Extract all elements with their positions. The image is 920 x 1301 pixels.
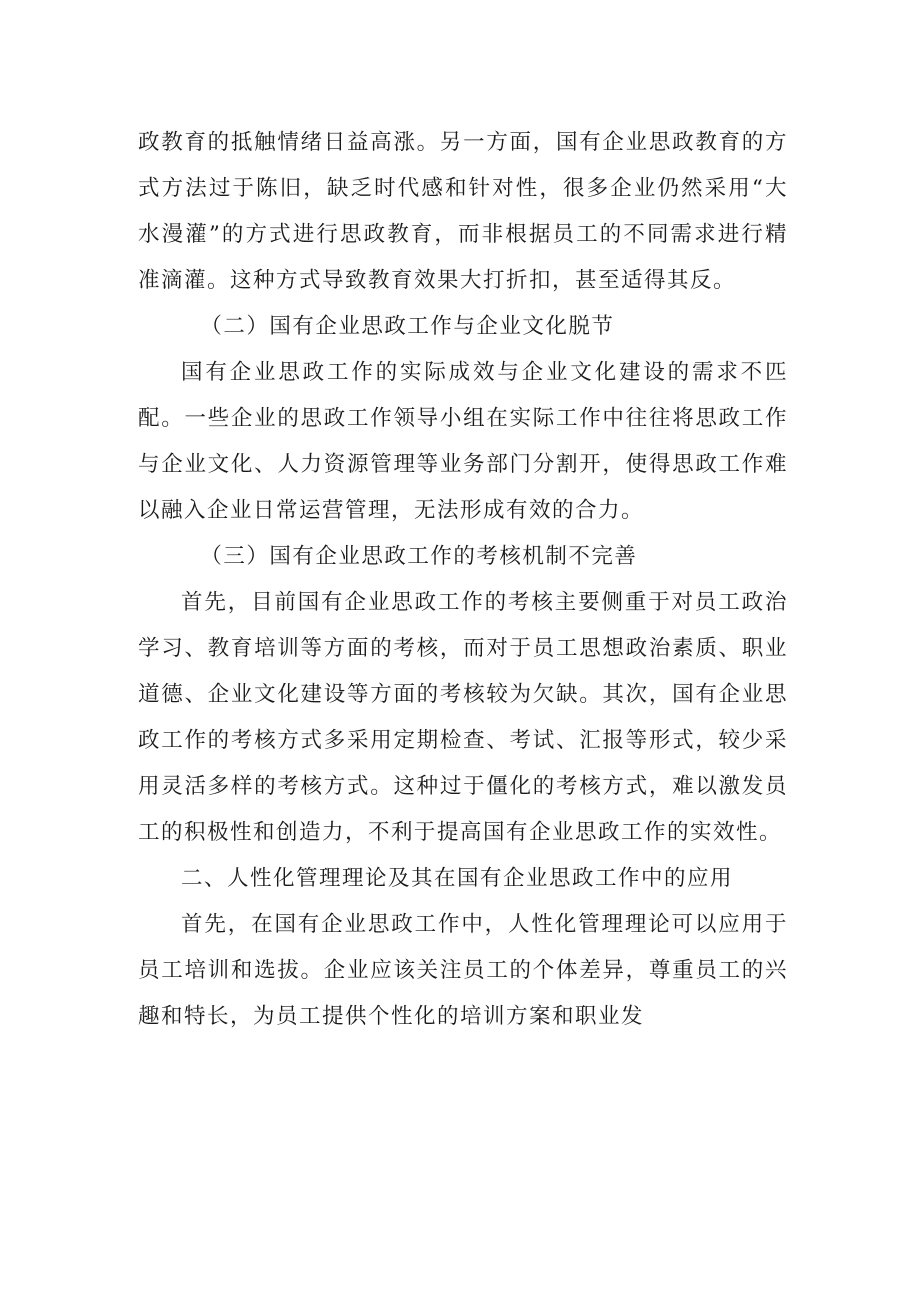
section-heading-3: （三）国有企业思政工作的考核机制不完善 — [200, 544, 638, 569]
section-heading-2: （二）国有企业思政工作与企业文化脱节 — [200, 314, 615, 339]
paragraph-humanized-management: 首先，在国有企业思政工作中，人性化管理理论可以应用于员工培训和选拔。企业应该关注员工的个体差异，尊重员工的兴趣和特长，为员工提供个性化的培训方案和职业发 — [138, 912, 788, 1029]
document-body — [138, 120, 788, 1040]
paragraph-assessment: 首先，目前国有企业思政工作的考核主要侧重于对员工政治学习、教育培训等方面的考核，而对于员工思想政治素质、职业道德、企业文化建设等方面的考核较为欠缺。其次，国有企业思政工作的考核方式多采用定期检查、考试、汇报等形式，较少采用灵活多样的考核方式。这种过于僵化的考核方式，难以激发员工的积极性和创造力，不利于提高国有企业思政工作的实效性。 — [138, 590, 788, 845]
chapter-heading-2: 二、人性化管理理论及其在国有企业思政工作中的应用 — [181, 866, 734, 891]
paragraph-culture-disconnect: 国有企业思政工作的实际成效与企业文化建设的需求不匹配。一些企业的思政工作领导小组在实际工作中往往将思政工作与企业文化、人力资源管理等业务部门分割开，使得思政工作难以融入企业日常运营管理，无法形成有效的合力。 — [138, 360, 788, 523]
paragraph-continuation: 政教育的抵触情绪日益高涨。另一方面，国有企业思政教育的方式方法过于陈旧，缺乏时代感和针对性，很多企业仍然采用“大水漫灌”的方式进行思政教育，而非根据员工的不同需求进行精准滴灌。这种方式导致教育效果大打折扣，甚至适得其反。 — [138, 130, 788, 293]
